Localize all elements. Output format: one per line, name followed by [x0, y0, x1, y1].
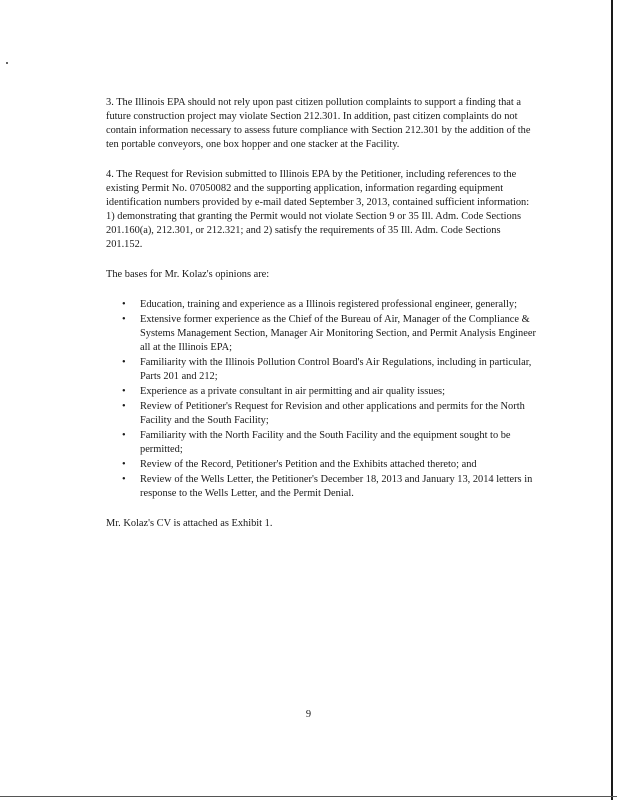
list-item-text: Extensive former experience as the Chief of the Bureau of Air, Manager of the Compliance & Systems Management Section, Manager Air Monitoring Section, and Permit Analysis Engineer all at the Illinois EPA; — [140, 314, 536, 353]
list-item-text: Education, training and experience as a Illinois registered professional engineer, generally; — [140, 299, 517, 310]
list-item-text: Review of the Wells Letter, the Petitioner's December 18, 2013 and January 13, 2014 letters in response to the Wells Letter, and the Permit Denial. — [140, 474, 533, 499]
bullet-icon: • — [122, 459, 126, 470]
list-item — [122, 400, 538, 428]
bullet-icon: • — [122, 430, 126, 441]
list-item-text: Review of the Record, Petitioner's Petition and the Exhibits attached thereto; and — [140, 459, 477, 470]
page-number: 9 — [305, 709, 312, 720]
scan-edge-right — [611, 0, 613, 800]
bullet-icon: • — [122, 401, 126, 412]
bullet-icon: • — [122, 299, 126, 310]
list-item — [122, 458, 538, 472]
document-body — [106, 96, 538, 547]
list-item — [122, 429, 538, 457]
bullet-icon: • — [122, 474, 126, 485]
bullet-icon: • — [122, 386, 126, 397]
scan-edge-bottom — [0, 796, 617, 797]
bullet-icon: • — [122, 357, 126, 368]
list-item — [122, 356, 538, 384]
list-item-text: Familiarity with the North Facility and the South Facility and the equipment sought to be permitted; — [140, 430, 511, 455]
paragraph-3: 3. The Illinois EPA should not rely upon past citizen pollution complaints to support a finding that a future construction project may violate Section 212.301. In addition, past citizen complaints do not contain information necessary to assess future compliance with Section 212.301 by the addition of the ten portable conveyors, one box hopper and one stacker at the Facility. — [106, 97, 531, 150]
cv-note: Mr. Kolaz's CV is attached as Exhibit 1. — [106, 518, 273, 529]
bases-intro: The bases for Mr. Kolaz's opinions are: — [106, 269, 270, 280]
list-item — [122, 298, 538, 312]
bullet-icon: • — [122, 314, 126, 325]
list-item — [122, 313, 538, 355]
list-item-text: Familiarity with the Illinois Pollution Control Board's Air Regulations, including in particular, Parts 201 and 212; — [140, 357, 532, 382]
list-item — [122, 385, 538, 399]
paragraph-4: 4. The Request for Revision submitted to Illinois EPA by the Petitioner, including references to the existing Permit No. 07050082 and the supporting application, information regarding equipment identification numbers provided by e-mail dated September 3, 2013, contained sufficient information: 1) demonstrating that granting the Permit would not violate Section 9 or 35 Ill. Adm. Code Sections 201.160(a), 212.301, or 212.321; and 2) satisfy the requirements of 35 Ill. Adm. Code Sections 201.152. — [106, 169, 530, 250]
list-item-text: Experience as a private consultant in air permitting and air quality issues; — [140, 386, 445, 397]
scan-speck — [6, 62, 8, 64]
list-item — [122, 473, 538, 501]
list-item-text: Review of Petitioner's Request for Revision and other applications and permits for the North Facility and the South Facility; — [140, 401, 525, 426]
bases-list — [106, 298, 538, 501]
